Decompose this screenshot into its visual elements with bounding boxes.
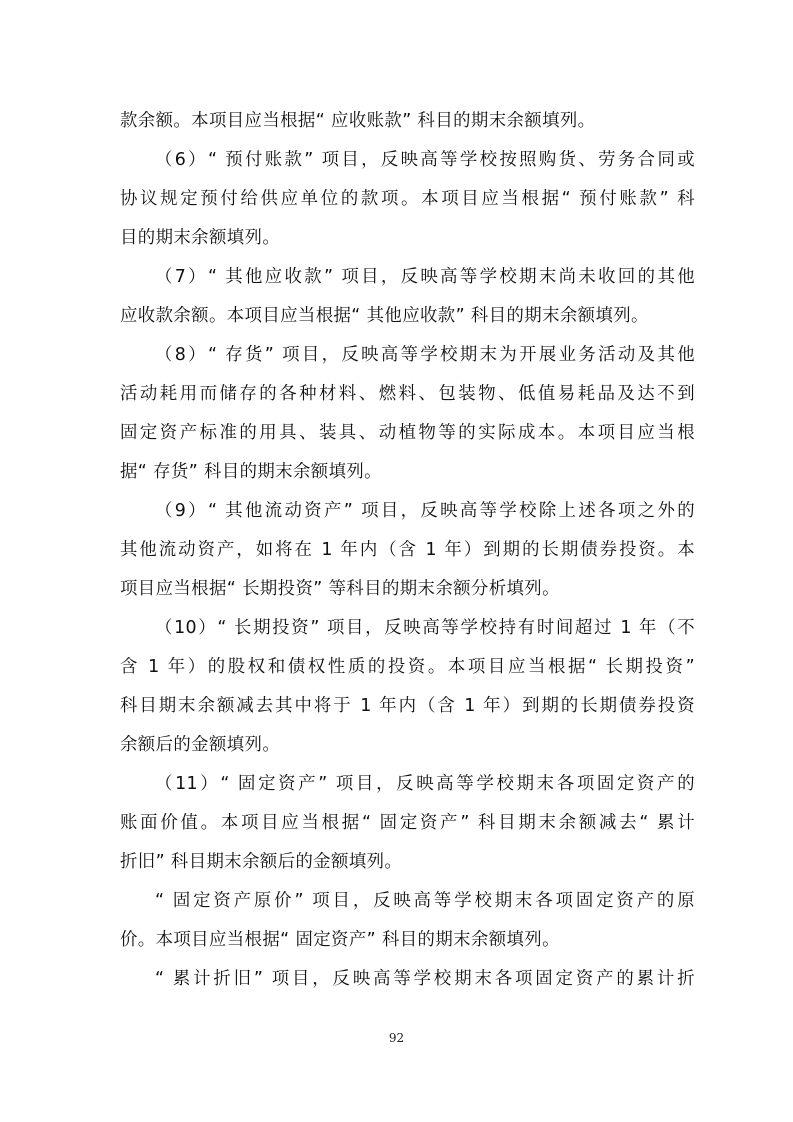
text-line: 目的期末余额填列。 [120,228,281,248]
text-line: 固定资产标准的用具、装具、动植物等的实际成本。本项目应当根 [120,423,695,443]
text-line: 项目应当根据“ 长期投资” 等科目的期末余额分析填列。 [120,579,560,599]
text-line: “ 固定资产原价” 项目，反映高等学校期末各项固定资产的原 [155,891,695,911]
text-line: “ 累计折旧” 项目，反映高等学校期末各项固定资产的累计折 [155,969,695,989]
text-line: 折旧” 科目期末余额后的金额填列。 [120,852,403,872]
text-line: 活动耗用而储存的各种材料、燃料、包装物、低值易耗品及达不到 [120,384,695,404]
text-line: （9）“ 其他流动资产” 项目，反映高等学校除上述各项之外的 [155,501,695,521]
text-line: 款余额。本项目应当根据“ 应收账款” 科目的期末余额填列。 [120,111,596,131]
text-line: 余额后的金额填列。 [120,735,281,755]
text-line: 账面价值。本项目应当根据“ 固定资产” 科目期末余额减去“ 累计 [120,813,695,833]
text-line: （6）“ 预付账款” 项目，反映高等学校按照购货、劳务合同或 [155,150,695,170]
text-line: 价。本项目应当根据“ 固定资产” 科目的期末余额填列。 [120,930,560,950]
text-line: 据“ 存货” 科目的期末余额填列。 [120,462,382,482]
text-line: （8）“ 存货” 项目，反映高等学校期末为开展业务活动及其他 [155,345,695,365]
text-line: （7）“ 其他应收款” 项目，反映高等学校期末尚未收回的其他 [155,267,695,287]
text-line: （10）“ 长期投资” 项目，反映高等学校持有时间超过 1 年（不 [155,618,695,638]
text-line: （11）“ 固定资产” 项目，反映高等学校期末各项固定资产的 [155,774,695,794]
text-line: 含 1 年）的股权和债权性质的投资。本项目应当根据“ 长期投资” [120,657,695,677]
page-number: 92 [388,1031,405,1045]
text-line: 应收款余额。本项目应当根据“ 其他应收款” 科目的期末余额填列。 [120,306,649,326]
text-line: 科目期末余额减去其中将于 1 年内（含 1 年）到期的长期债券投资 [120,696,695,716]
text-line: 协议规定预付给供应单位的款项。本项目应当根据“ 预付账款” 科 [120,189,695,209]
text-line: 其他流动资产，如将在 1 年内（含 1 年）到期的长期债券投资。本 [120,540,695,560]
